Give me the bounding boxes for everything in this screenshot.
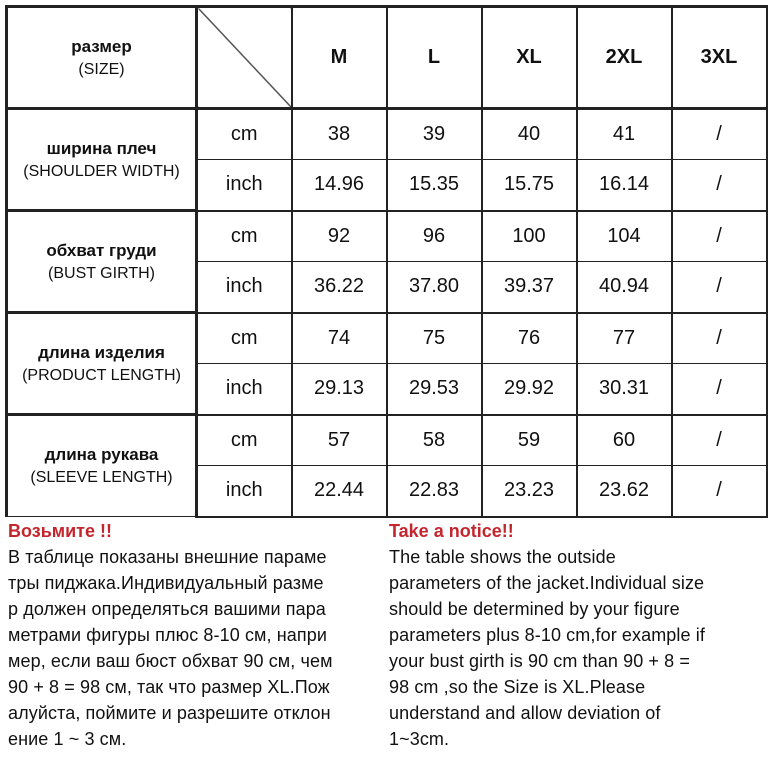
value-cell: 39 [387, 109, 482, 160]
category-label-ru: ширина плеч [46, 138, 157, 158]
value-cell: 15.75 [482, 160, 577, 211]
value-cell: / [672, 211, 767, 262]
value-cell: 22.83 [387, 466, 482, 517]
note-russian [8, 518, 380, 752]
table-row [7, 415, 767, 466]
value-cell: 60 [577, 415, 672, 466]
unit-cell: inch [197, 364, 292, 415]
value-cell: 41 [577, 109, 672, 160]
size-header-cell [7, 7, 197, 109]
value-cell: 58 [387, 415, 482, 466]
value-cell: 16.14 [577, 160, 672, 211]
value-cell: / [672, 415, 767, 466]
category-cell [7, 313, 197, 415]
value-cell: 77 [577, 313, 672, 364]
size-column-header: L [387, 7, 482, 109]
value-cell: / [672, 160, 767, 211]
unit-cell: cm [197, 313, 292, 364]
size-chart-table [5, 5, 768, 518]
value-cell: / [672, 262, 767, 313]
unit-cell: cm [197, 415, 292, 466]
value-cell: 92 [292, 211, 387, 262]
unit-cell: cm [197, 109, 292, 160]
category-label-en: (PRODUCT LENGTH) [22, 366, 181, 384]
category-label-ru: обхват груди [46, 240, 157, 260]
value-cell: 104 [577, 211, 672, 262]
category-label-ru: длина изделия [38, 342, 165, 362]
value-cell: 14.96 [292, 160, 387, 211]
size-column-header: 2XL [577, 7, 672, 109]
unit-cell: inch [197, 466, 292, 517]
value-cell: 59 [482, 415, 577, 466]
value-cell: 36.22 [292, 262, 387, 313]
value-cell: / [672, 466, 767, 517]
value-cell: 39.37 [482, 262, 577, 313]
value-cell: 37.80 [387, 262, 482, 313]
value-cell: 38 [292, 109, 387, 160]
value-cell: 29.53 [387, 364, 482, 415]
notes-section [8, 518, 768, 768]
size-column-header: XL [482, 7, 577, 109]
value-cell: 96 [387, 211, 482, 262]
value-cell: 30.31 [577, 364, 672, 415]
unit-cell: cm [197, 211, 292, 262]
value-cell: 29.92 [482, 364, 577, 415]
unit-cell: inch [197, 262, 292, 313]
value-cell: 15.35 [387, 160, 482, 211]
value-cell: 22.44 [292, 466, 387, 517]
note-body-en: The table shows the outside parameters of the jacket.Individual size should be determined by your figure parameters plus 8-10 cm,for example if your bust girth is 90 cm than 90 + 8 = 98 cm ,so the Size is XL.Please understand and allow deviation of 1~3cm. [389, 547, 705, 749]
value-cell: 75 [387, 313, 482, 364]
value-cell: / [672, 313, 767, 364]
header-row [7, 7, 767, 109]
value-cell: 23.62 [577, 466, 672, 517]
value-cell: 100 [482, 211, 577, 262]
category-label-en: (SHOULDER WIDTH) [23, 162, 180, 180]
category-cell [7, 211, 197, 313]
value-cell: 29.13 [292, 364, 387, 415]
size-column-header: 3XL [672, 7, 767, 109]
size-column-header: M [292, 7, 387, 109]
category-cell [7, 109, 197, 211]
table-row [7, 313, 767, 364]
table-row [7, 109, 767, 160]
category-label-en: (SLEEVE LENGTH) [30, 469, 173, 486]
note-title-en: Take a notice!! [389, 521, 514, 541]
value-cell: / [672, 364, 767, 415]
value-cell: 57 [292, 415, 387, 466]
category-label-ru: длина рукава [44, 445, 159, 464]
note-title-ru: Возьмите !! [8, 521, 112, 541]
value-cell: 74 [292, 313, 387, 364]
value-cell: 23.23 [482, 466, 577, 517]
category-label-en: (BUST GIRTH) [48, 264, 155, 282]
value-cell: 40 [482, 109, 577, 160]
table-row [7, 211, 767, 262]
diagonal-cell [197, 7, 292, 109]
size-label-en: (SIZE) [78, 60, 125, 78]
note-english [389, 518, 767, 752]
size-label-ru: размер [71, 36, 132, 56]
note-body-ru: В таблице показаны внешние параме тры пиджака.Индивидуальный разме р должен определяться вашими пара метрами фигуры плюс 8-10 см, напри мер, если ваш бюст обхват 90 см, чем 90 + 8 = 98 см, так что размер XL.Пож алуйста, поймите и разрешите отклон ение 1 ~ 3 см. [8, 547, 333, 749]
value-cell: 76 [482, 313, 577, 364]
unit-cell: inch [197, 160, 292, 211]
value-cell: 40.94 [577, 262, 672, 313]
category-cell [7, 415, 197, 517]
value-cell: / [672, 109, 767, 160]
